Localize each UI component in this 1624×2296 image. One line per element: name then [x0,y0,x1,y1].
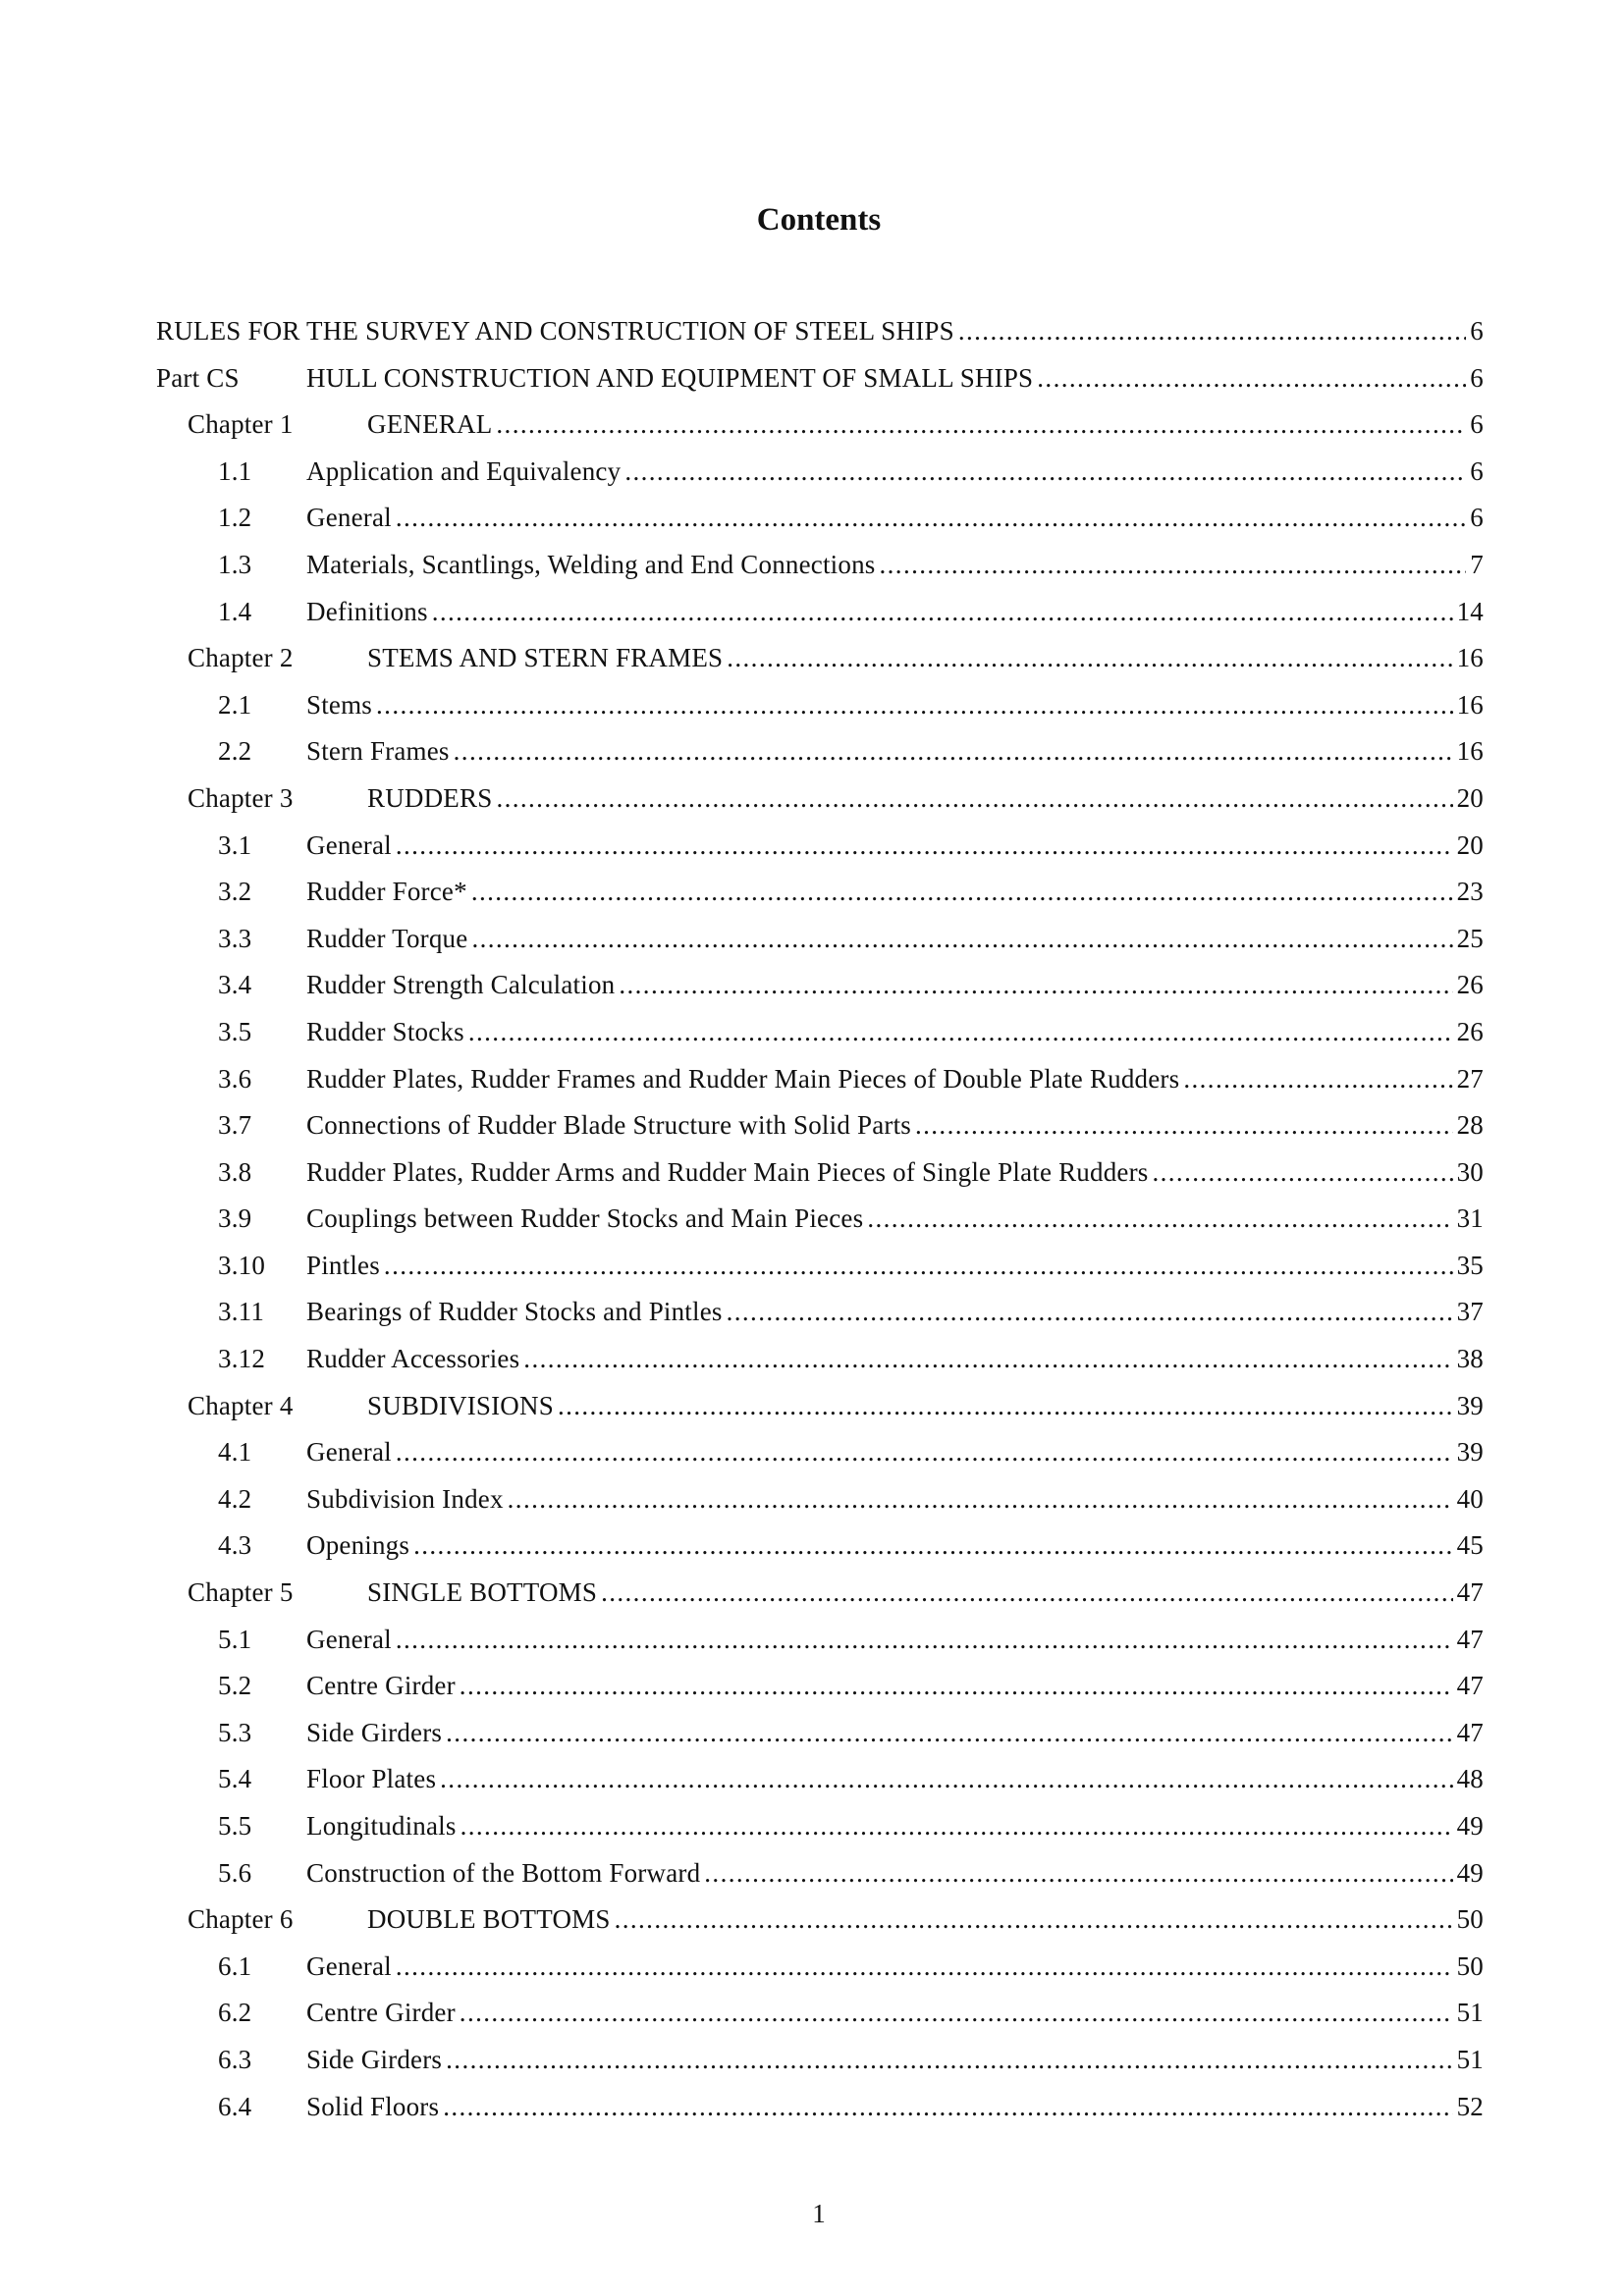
toc-entry-page: 28 [1456,1110,1484,1141]
toc-entry-page: 6 [1470,362,1484,393]
toc-entry-title: General [306,1624,392,1654]
toc-entry[interactable] [156,597,1484,644]
toc-entry-number: Part CS [156,362,240,393]
toc-entry-page: 39 [1456,1437,1484,1468]
toc-entry-number: 3.4 [218,970,252,1000]
dot-leader [704,1858,1452,1889]
toc-entry[interactable] [156,1858,1484,1905]
toc-entry-title: Centre Girder [306,1671,456,1701]
toc-entry-title: General [306,503,392,533]
page-title: Contents [756,202,882,238]
toc-entry[interactable] [156,1064,1484,1111]
toc-entry-title: RUDDERS [367,782,493,813]
toc-entry-number: 6.1 [218,1950,252,1981]
toc-entry[interactable] [156,456,1484,504]
toc-entry-number: 6.4 [218,2091,252,2121]
toc-entry-title: Side Girders [306,1717,443,1747]
toc-entry-number: 1.3 [218,549,252,579]
toc-entry[interactable] [156,1577,1484,1625]
toc-entry-title: Definitions [306,596,428,626]
toc-entry-title: Stems [306,689,373,720]
toc-entry-number: 3.6 [218,1063,252,1094]
toc-entry-number: 5.3 [218,1717,252,1747]
toc-entry-number: Chapter 2 [188,643,294,673]
toc-entry-title: Rudder Force* [306,877,467,907]
dot-leader [727,1297,1453,1327]
toc-entry-number: 1.1 [218,455,252,486]
toc-entry[interactable] [156,643,1484,690]
toc-entry-page: 20 [1456,782,1484,813]
toc-entry-number: 3.7 [218,1110,252,1141]
dot-leader [440,1764,1452,1794]
toc-entry-title: Construction of the Bottom Forward [306,1857,701,1888]
dot-leader [471,924,1452,954]
toc-entry[interactable] [156,1391,1484,1438]
toc-entry-title: SUBDIVISIONS [367,1390,554,1420]
toc-entry-title: Subdivision Index [306,1483,504,1514]
dot-leader [958,316,1466,347]
toc-entry[interactable] [156,924,1484,971]
toc-entry-number: Chapter 6 [188,1904,294,1935]
toc-entry-page: 6 [1470,503,1484,533]
toc-entry-title: Openings [306,1530,410,1561]
dot-leader [496,783,1452,814]
toc-entry[interactable] [156,1297,1484,1344]
toc-entry-page: 47 [1456,1671,1484,1701]
toc-entry[interactable] [156,1203,1484,1251]
toc-entry-title: Rudder Torque [306,923,468,953]
dot-leader [867,1203,1452,1234]
toc-entry-title: GENERAL [367,409,493,440]
toc-entry-title: Side Girders [306,2044,443,2074]
toc-entry-number: 3.10 [218,1250,266,1280]
dot-leader [880,550,1467,580]
toc-entry-title: General [306,1950,392,1981]
toc-entry[interactable] [156,1904,1484,1951]
dot-leader [468,1017,1453,1047]
toc-entry[interactable] [156,316,1484,363]
toc-entry-title: Pintles [306,1250,380,1280]
dot-leader [460,1811,1453,1842]
toc-entry-page: 49 [1456,1857,1484,1888]
toc-entry-number: 3.2 [218,877,252,907]
toc-entry-title: Materials, Scantlings, Welding and End Connections [306,549,876,579]
dot-leader [619,970,1452,1000]
toc-entry-title: Centre Girder [306,1998,456,2028]
dot-leader [1037,363,1466,394]
toc-entry-page: 6 [1470,409,1484,440]
toc-entry-number: 5.4 [218,1764,252,1794]
toc-entry[interactable] [156,1110,1484,1157]
toc-entry[interactable] [156,1344,1484,1391]
toc-entry-page: 51 [1456,2044,1484,2074]
dot-leader [396,1951,1453,1982]
toc-entry[interactable] [156,2045,1484,2092]
dot-leader [396,503,1466,533]
dot-leader [396,830,1453,861]
toc-entry[interactable] [156,690,1484,737]
toc-entry-title: Longitudinals [306,1811,457,1841]
toc-entry-title: Bearings of Rudder Stocks and Pintles [306,1297,723,1327]
toc-entry-number: 3.9 [218,1203,252,1234]
toc-entry[interactable] [156,830,1484,878]
dot-leader [1152,1157,1452,1188]
toc-entry-number: 3.1 [218,829,252,860]
toc-entry-title: General [306,1437,392,1468]
toc-entry-page: 16 [1456,643,1484,673]
toc-entry-number: 3.5 [218,1016,252,1046]
toc-entry[interactable] [156,1998,1484,2045]
toc-entry-number: 2.2 [218,736,252,767]
dot-leader [915,1110,1453,1141]
toc-entry[interactable] [156,1951,1484,1999]
toc-entry-number: 3.12 [218,1344,266,1374]
dot-leader [615,1904,1453,1935]
toc-entry-page: 6 [1470,316,1484,346]
toc-entry[interactable] [156,1811,1484,1858]
toc-entry-title: Solid Floors [306,2091,440,2121]
dot-leader [460,1671,1453,1701]
toc-entry[interactable] [156,783,1484,830]
dot-leader [384,1251,1453,1281]
toc-entry-title: Couplings between Rudder Stocks and Main Pieces [306,1203,864,1234]
toc-entry-page: 7 [1470,549,1484,579]
toc-entry-title: Stern Frames [306,736,450,767]
dot-leader [460,1998,1453,2028]
toc-entry-title: SINGLE BOTTOMS [367,1577,598,1608]
toc-entry-number: 5.2 [218,1671,252,1701]
toc-entry[interactable] [156,1718,1484,1765]
toc-entry-title: Connections of Rudder Blade Structure with Solid Parts [306,1110,911,1141]
toc-entry-page: 14 [1456,596,1484,626]
toc-entry-page: 39 [1456,1390,1484,1420]
toc-entry[interactable] [156,1251,1484,1298]
toc-entry-page: 25 [1456,923,1484,953]
toc-entry-page: 50 [1456,1904,1484,1935]
toc-entry-page: 47 [1456,1577,1484,1608]
toc-entry-page: 16 [1456,736,1484,767]
toc-entry[interactable] [156,1625,1484,1672]
toc-entry-number: 3.8 [218,1156,252,1187]
dot-leader [396,1437,1453,1468]
toc-entry-number: 6.3 [218,2044,252,2074]
toc-entry-page: 31 [1456,1203,1484,1234]
toc-entry-page: 45 [1456,1530,1484,1561]
toc-entry-number: Chapter 1 [188,409,294,440]
toc-entry[interactable] [156,503,1484,550]
toc-entry-number: 3.11 [218,1297,265,1327]
toc-entry-page: 47 [1456,1624,1484,1654]
toc-entry-page: 37 [1456,1297,1484,1327]
dot-leader [471,877,1453,907]
toc-entry-title: Rudder Accessories [306,1344,520,1374]
toc-entry-number: Chapter 5 [188,1577,294,1608]
toc-entry[interactable] [156,550,1484,597]
page-number: 1 [812,2199,826,2228]
dot-leader [523,1344,1452,1374]
toc-entry-number: 4.1 [218,1437,252,1468]
toc-entry-number: 4.3 [218,1530,252,1561]
dot-leader [432,597,1453,627]
toc-entry-title: Rudder Strength Calculation [306,970,616,1000]
toc-entry[interactable] [156,1484,1484,1531]
toc-entry-number: 2.1 [218,689,252,720]
toc-entry[interactable] [156,736,1484,783]
toc-entry-page: 40 [1456,1483,1484,1514]
toc-entry-page: 51 [1456,1998,1484,2028]
toc-entry-title: Floor Plates [306,1764,437,1794]
toc-entry-page: 26 [1456,970,1484,1000]
toc-entry-number: Chapter 4 [188,1390,294,1420]
toc-entry-number: 4.2 [218,1483,252,1514]
toc-entry[interactable] [156,1764,1484,1811]
toc-entry-number: 5.6 [218,1857,252,1888]
toc-entry-number: 6.2 [218,1998,252,2028]
toc-entry-title: RULES FOR THE SURVEY AND CONSTRUCTION OF STEEL SHIPS [156,316,954,346]
table-of-contents [156,316,1484,2138]
toc-entry-page: 49 [1456,1811,1484,1841]
toc-entry-page: 30 [1456,1156,1484,1187]
dot-leader [446,2045,1452,2075]
toc-entry[interactable] [156,970,1484,1017]
dot-leader [558,1391,1453,1421]
toc-entry-page: 16 [1456,689,1484,720]
dot-leader [413,1530,1453,1561]
toc-entry[interactable] [156,363,1484,410]
toc-entry-title: HULL CONSTRUCTION AND EQUIPMENT OF SMALL SHIPS [306,362,1034,393]
toc-entry[interactable] [156,1157,1484,1204]
toc-entry[interactable] [156,1671,1484,1718]
toc-entry-page: 38 [1456,1344,1484,1374]
toc-entry[interactable] [156,409,1484,456]
toc-entry-number: 1.2 [218,503,252,533]
toc-entry-number: 5.5 [218,1811,252,1841]
toc-entry-page: 23 [1456,877,1484,907]
toc-entry-page: 35 [1456,1250,1484,1280]
toc-entry-title: General [306,829,392,860]
toc-entry-page: 6 [1470,455,1484,486]
toc-entry-title: Rudder Plates, Rudder Arms and Rudder Main Pieces of Single Plate Rudders [306,1156,1149,1187]
toc-entry[interactable] [156,877,1484,924]
toc-entry[interactable] [156,1017,1484,1064]
dot-leader [601,1577,1453,1608]
toc-entry-title: Application and Equivalency [306,455,622,486]
toc-entry-number: 3.3 [218,923,252,953]
toc-entry-page: 26 [1456,1016,1484,1046]
dot-leader [446,1718,1452,1748]
toc-entry-title: DOUBLE BOTTOMS [367,1904,611,1935]
dot-leader [454,736,1453,767]
dot-leader [727,643,1452,673]
toc-entry[interactable] [156,1530,1484,1577]
toc-entry-page: 20 [1456,829,1484,860]
toc-entry-page: 48 [1456,1764,1484,1794]
toc-entry-page: 47 [1456,1717,1484,1747]
dot-leader [496,409,1466,440]
toc-entry-title: Rudder Plates, Rudder Frames and Rudder Main Pieces of Double Plate Rudders [306,1063,1180,1094]
toc-entry-title: STEMS AND STERN FRAMES [367,643,724,673]
dot-leader [376,690,1453,721]
dot-leader [443,2092,1452,2122]
dot-leader [624,456,1466,487]
toc-entry-number: 5.1 [218,1624,252,1654]
dot-leader [396,1625,1453,1655]
toc-entry-title: Rudder Stocks [306,1016,464,1046]
toc-entry[interactable] [156,2092,1484,2139]
toc-entry-number: Chapter 3 [188,782,294,813]
dot-leader [1183,1064,1452,1095]
toc-entry-page: 27 [1456,1063,1484,1094]
dot-leader [508,1484,1453,1515]
toc-entry-page: 52 [1456,2091,1484,2121]
toc-entry-number: 1.4 [218,596,252,626]
toc-entry-page: 50 [1456,1950,1484,1981]
toc-entry[interactable] [156,1437,1484,1484]
